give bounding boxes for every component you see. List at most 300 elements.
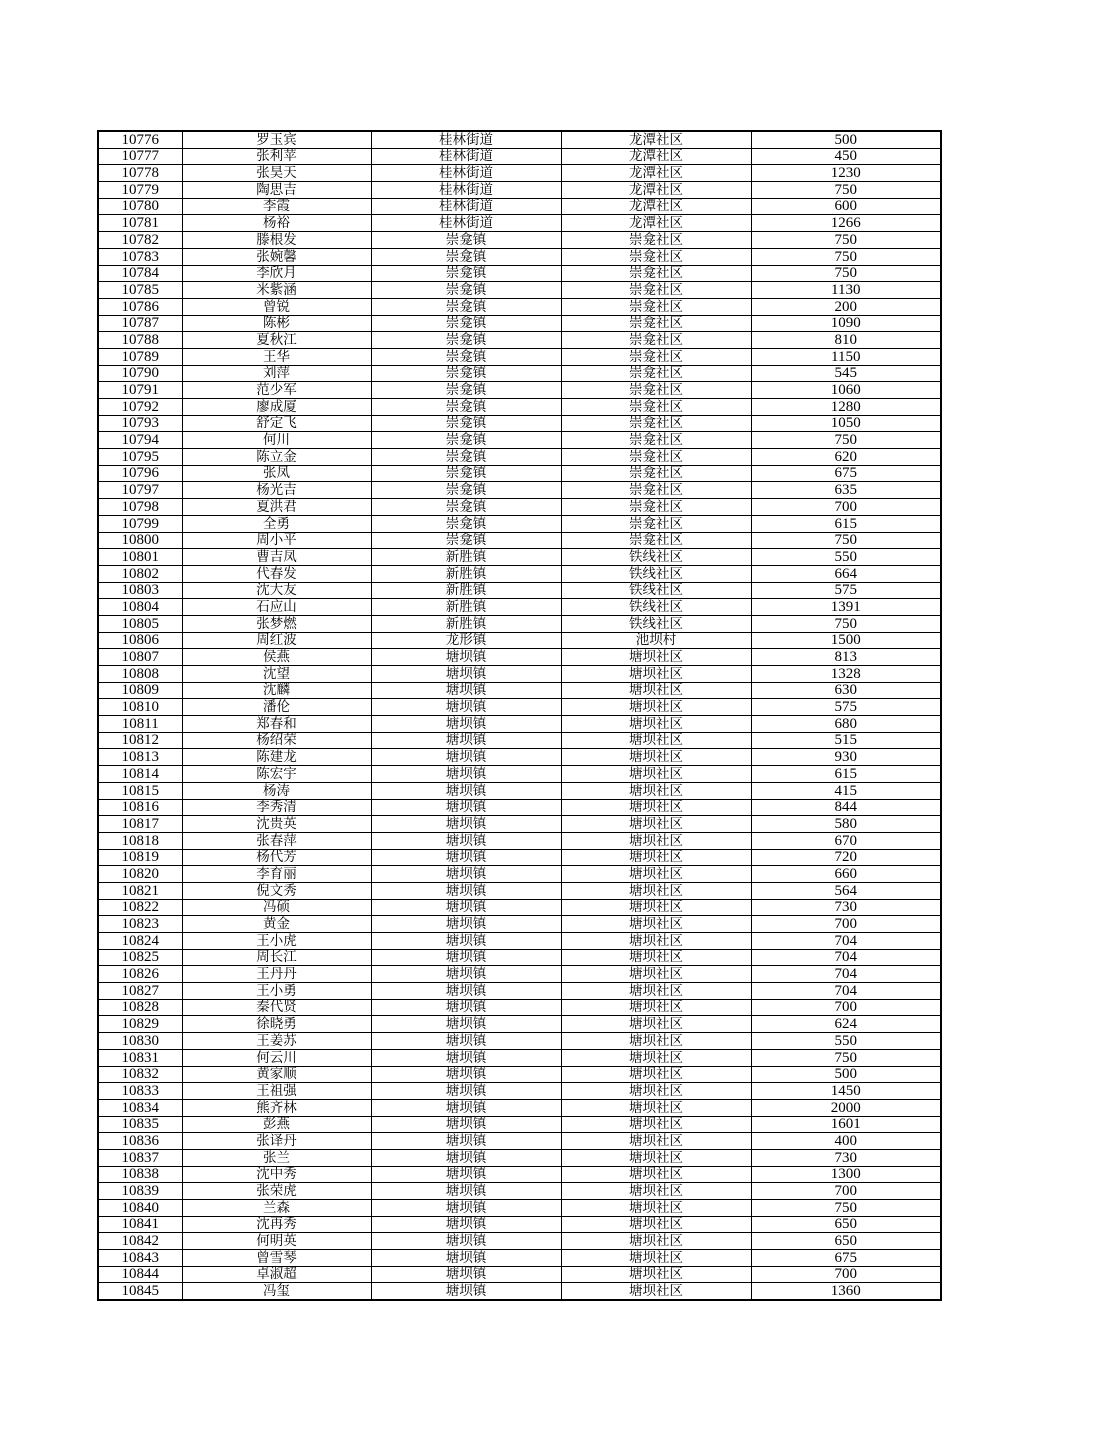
town-cell: 塘坝镇 (371, 882, 561, 899)
table-row (98, 866, 941, 883)
amount-cell: 580 (751, 816, 941, 833)
name-cell: 王华 (182, 348, 371, 365)
community-cell: 崇龛社区 (561, 315, 751, 332)
table-row (98, 365, 941, 382)
amount-cell: 664 (751, 565, 941, 582)
amount-cell: 704 (751, 933, 941, 950)
serial-cell: 10779 (98, 182, 182, 199)
community-cell: 崇龛社区 (561, 298, 751, 315)
amount-cell: 1391 (751, 599, 941, 616)
amount-cell: 700 (751, 1183, 941, 1200)
name-cell: 周长江 (182, 949, 371, 966)
town-cell: 崇龛镇 (371, 348, 561, 365)
table-row (98, 1200, 941, 1217)
table-row (98, 532, 941, 549)
name-cell: 郑春和 (182, 716, 371, 733)
table-row (98, 1066, 941, 1083)
amount-cell: 500 (751, 131, 941, 148)
serial-cell: 10781 (98, 215, 182, 232)
name-cell: 杨光吉 (182, 482, 371, 499)
amount-cell: 615 (751, 515, 941, 532)
name-cell: 张凤 (182, 465, 371, 482)
amount-cell: 730 (751, 899, 941, 916)
town-cell: 崇龛镇 (371, 432, 561, 449)
community-cell: 塘坝社区 (561, 699, 751, 716)
community-cell: 崇龛社区 (561, 482, 751, 499)
community-cell: 崇龛社区 (561, 432, 751, 449)
amount-cell: 675 (751, 465, 941, 482)
community-cell: 塘坝社区 (561, 1266, 751, 1283)
community-cell: 崇龛社区 (561, 465, 751, 482)
amount-cell: 1060 (751, 382, 941, 399)
table-row (98, 248, 941, 265)
name-cell: 滕根发 (182, 232, 371, 249)
community-cell: 塘坝社区 (561, 1133, 751, 1150)
town-cell: 崇龛镇 (371, 515, 561, 532)
community-cell: 塘坝社区 (561, 682, 751, 699)
community-cell: 塘坝社区 (561, 949, 751, 966)
community-cell: 铁线社区 (561, 599, 751, 616)
serial-cell: 10810 (98, 699, 182, 716)
town-cell: 塘坝镇 (371, 799, 561, 816)
town-cell: 崇龛镇 (371, 298, 561, 315)
amount-cell: 615 (751, 766, 941, 783)
community-cell: 崇龛社区 (561, 499, 751, 516)
community-cell: 塘坝社区 (561, 882, 751, 899)
community-cell: 塘坝社区 (561, 1200, 751, 1217)
town-cell: 塘坝镇 (371, 1016, 561, 1033)
town-cell: 塘坝镇 (371, 999, 561, 1016)
town-cell: 塘坝镇 (371, 949, 561, 966)
table-row (98, 1133, 941, 1150)
serial-cell: 10784 (98, 265, 182, 282)
serial-cell: 10812 (98, 732, 182, 749)
serial-cell: 10836 (98, 1133, 182, 1150)
town-cell: 塘坝镇 (371, 1099, 561, 1116)
amount-cell: 704 (751, 983, 941, 1000)
table-row (98, 832, 941, 849)
community-cell: 塘坝社区 (561, 899, 751, 916)
table-row (98, 582, 941, 599)
amount-cell: 750 (751, 615, 941, 632)
name-cell: 王小虎 (182, 933, 371, 950)
serial-cell: 10826 (98, 966, 182, 983)
amount-cell: 700 (751, 999, 941, 1016)
table-row (98, 449, 941, 466)
serial-cell: 10833 (98, 1083, 182, 1100)
town-cell: 崇龛镇 (371, 482, 561, 499)
table-row (98, 1049, 941, 1066)
amount-cell: 1500 (751, 632, 941, 649)
community-cell: 塘坝社区 (561, 999, 751, 1016)
table-row (98, 1216, 941, 1233)
table-row (98, 499, 941, 516)
serial-cell: 10840 (98, 1200, 182, 1217)
serial-cell: 10799 (98, 515, 182, 532)
table-row (98, 933, 941, 950)
name-cell: 张婉馨 (182, 248, 371, 265)
serial-cell: 10795 (98, 449, 182, 466)
community-cell: 崇龛社区 (561, 515, 751, 532)
name-cell: 徐晓勇 (182, 1016, 371, 1033)
serial-cell: 10820 (98, 866, 182, 883)
serial-cell: 10827 (98, 983, 182, 1000)
serial-cell: 10834 (98, 1099, 182, 1116)
community-cell: 塘坝社区 (561, 666, 751, 683)
table-row (98, 265, 941, 282)
amount-cell: 750 (751, 1049, 941, 1066)
town-cell: 塘坝镇 (371, 732, 561, 749)
table-row (98, 332, 941, 349)
community-cell: 崇龛社区 (561, 265, 751, 282)
amount-cell: 700 (751, 916, 941, 933)
serial-cell: 10835 (98, 1116, 182, 1133)
serial-cell: 10797 (98, 482, 182, 499)
town-cell: 崇龛镇 (371, 232, 561, 249)
name-cell: 侯燕 (182, 649, 371, 666)
amount-cell: 660 (751, 866, 941, 883)
community-cell: 龙潭社区 (561, 198, 751, 215)
table-row (98, 682, 941, 699)
town-cell: 塘坝镇 (371, 1133, 561, 1150)
community-cell: 塘坝社区 (561, 749, 751, 766)
community-cell: 塘坝社区 (561, 1016, 751, 1033)
town-cell: 塘坝镇 (371, 766, 561, 783)
town-cell: 塘坝镇 (371, 983, 561, 1000)
serial-cell: 10786 (98, 298, 182, 315)
table-row (98, 198, 941, 215)
serial-cell: 10837 (98, 1149, 182, 1166)
community-cell: 池坝村 (561, 632, 751, 649)
town-cell: 塘坝镇 (371, 1083, 561, 1100)
community-cell: 崇龛社区 (561, 449, 751, 466)
town-cell: 崇龛镇 (371, 382, 561, 399)
serial-cell: 10838 (98, 1166, 182, 1183)
amount-cell: 930 (751, 749, 941, 766)
serial-cell: 10778 (98, 165, 182, 182)
community-cell: 塘坝社区 (561, 1033, 751, 1050)
name-cell: 夏洪君 (182, 499, 371, 516)
town-cell: 崇龛镇 (371, 499, 561, 516)
community-cell: 崇龛社区 (561, 415, 751, 432)
community-cell: 塘坝社区 (561, 916, 751, 933)
name-cell: 王祖强 (182, 1083, 371, 1100)
serial-cell: 10843 (98, 1250, 182, 1267)
community-cell: 塘坝社区 (561, 933, 751, 950)
town-cell: 崇龛镇 (371, 532, 561, 549)
table-row (98, 1250, 941, 1267)
serial-cell: 10809 (98, 682, 182, 699)
name-cell: 李霞 (182, 198, 371, 215)
table-row (98, 1033, 941, 1050)
serial-cell: 10798 (98, 499, 182, 516)
serial-cell: 10845 (98, 1283, 182, 1300)
serial-cell: 10800 (98, 532, 182, 549)
town-cell: 崇龛镇 (371, 248, 561, 265)
town-cell: 崇龛镇 (371, 315, 561, 332)
amount-cell: 844 (751, 799, 941, 816)
serial-cell: 10818 (98, 832, 182, 849)
name-cell: 夏秋江 (182, 332, 371, 349)
town-cell: 塘坝镇 (371, 966, 561, 983)
serial-cell: 10793 (98, 415, 182, 432)
community-cell: 塘坝社区 (561, 1250, 751, 1267)
serial-cell: 10802 (98, 565, 182, 582)
name-cell: 张春萍 (182, 832, 371, 849)
town-cell: 崇龛镇 (371, 415, 561, 432)
table-row (98, 1116, 941, 1133)
town-cell: 塘坝镇 (371, 666, 561, 683)
town-cell: 桂林街道 (371, 215, 561, 232)
name-cell: 倪文秀 (182, 882, 371, 899)
amount-cell: 680 (751, 716, 941, 733)
table-row (98, 215, 941, 232)
town-cell: 塘坝镇 (371, 866, 561, 883)
amount-cell: 813 (751, 649, 941, 666)
name-cell: 王丹丹 (182, 966, 371, 983)
name-cell: 张译丹 (182, 1133, 371, 1150)
community-cell: 崇龛社区 (561, 365, 751, 382)
community-cell: 崇龛社区 (561, 248, 751, 265)
table-row (98, 966, 941, 983)
community-cell: 龙潭社区 (561, 165, 751, 182)
table-row (98, 649, 941, 666)
data-table (97, 130, 942, 1301)
amount-cell: 1328 (751, 666, 941, 683)
name-cell: 王小勇 (182, 983, 371, 1000)
serial-cell: 10839 (98, 1183, 182, 1200)
name-cell: 周红波 (182, 632, 371, 649)
community-cell: 龙潭社区 (561, 131, 751, 148)
table-row (98, 165, 941, 182)
table-row (98, 782, 941, 799)
name-cell: 范少军 (182, 382, 371, 399)
amount-cell: 620 (751, 449, 941, 466)
serial-cell: 10785 (98, 282, 182, 299)
amount-cell: 450 (751, 148, 941, 165)
table-row (98, 415, 941, 432)
amount-cell: 1230 (751, 165, 941, 182)
town-cell: 新胜镇 (371, 549, 561, 566)
name-cell: 彭燕 (182, 1116, 371, 1133)
community-cell: 塘坝社区 (561, 716, 751, 733)
community-cell: 塘坝社区 (561, 1099, 751, 1116)
community-cell: 塘坝社区 (561, 799, 751, 816)
serial-cell: 10804 (98, 599, 182, 616)
table-row (98, 182, 941, 199)
town-cell: 崇龛镇 (371, 365, 561, 382)
name-cell: 曹吉凤 (182, 549, 371, 566)
town-cell: 桂林街道 (371, 131, 561, 148)
town-cell: 崇龛镇 (371, 282, 561, 299)
community-cell: 铁线社区 (561, 582, 751, 599)
town-cell: 塘坝镇 (371, 1283, 561, 1300)
serial-cell: 10777 (98, 148, 182, 165)
name-cell: 沈贵英 (182, 816, 371, 833)
name-cell: 张昊天 (182, 165, 371, 182)
amount-cell: 670 (751, 832, 941, 849)
community-cell: 塘坝社区 (561, 1066, 751, 1083)
town-cell: 塘坝镇 (371, 1166, 561, 1183)
amount-cell: 575 (751, 699, 941, 716)
town-cell: 塘坝镇 (371, 1216, 561, 1233)
name-cell: 周小平 (182, 532, 371, 549)
town-cell: 桂林街道 (371, 148, 561, 165)
town-cell: 崇龛镇 (371, 449, 561, 466)
name-cell: 罗玉宾 (182, 131, 371, 148)
serial-cell: 10789 (98, 348, 182, 365)
community-cell: 崇龛社区 (561, 332, 751, 349)
town-cell: 塘坝镇 (371, 916, 561, 933)
town-cell: 塘坝镇 (371, 933, 561, 950)
table-row (98, 1166, 941, 1183)
amount-cell: 1360 (751, 1283, 941, 1300)
serial-cell: 10806 (98, 632, 182, 649)
serial-cell: 10776 (98, 131, 182, 148)
community-cell: 崇龛社区 (561, 282, 751, 299)
name-cell: 陶思吉 (182, 182, 371, 199)
table-row (98, 732, 941, 749)
table-row (98, 1099, 941, 1116)
serial-cell: 10822 (98, 899, 182, 916)
town-cell: 崇龛镇 (371, 465, 561, 482)
community-cell: 塘坝社区 (561, 782, 751, 799)
table-row (98, 348, 941, 365)
amount-cell: 1450 (751, 1083, 941, 1100)
name-cell: 秦代贤 (182, 999, 371, 1016)
serial-cell: 10794 (98, 432, 182, 449)
town-cell: 塘坝镇 (371, 682, 561, 699)
town-cell: 塘坝镇 (371, 716, 561, 733)
serial-cell: 10823 (98, 916, 182, 933)
name-cell: 沈望 (182, 666, 371, 683)
community-cell: 崇龛社区 (561, 382, 751, 399)
amount-cell: 545 (751, 365, 941, 382)
serial-cell: 10825 (98, 949, 182, 966)
town-cell: 桂林街道 (371, 182, 561, 199)
town-cell: 塘坝镇 (371, 1266, 561, 1283)
community-cell: 塘坝社区 (561, 966, 751, 983)
community-cell: 铁线社区 (561, 549, 751, 566)
serial-cell: 10782 (98, 232, 182, 249)
name-cell: 舒定飞 (182, 415, 371, 432)
serial-cell: 10844 (98, 1266, 182, 1283)
serial-cell: 10811 (98, 716, 182, 733)
town-cell: 塘坝镇 (371, 849, 561, 866)
serial-cell: 10819 (98, 849, 182, 866)
name-cell: 石应山 (182, 599, 371, 616)
amount-cell: 700 (751, 1266, 941, 1283)
serial-cell: 10788 (98, 332, 182, 349)
name-cell: 冯玺 (182, 1283, 371, 1300)
town-cell: 塘坝镇 (371, 1033, 561, 1050)
amount-cell: 1050 (751, 415, 941, 432)
name-cell: 张梦燃 (182, 615, 371, 632)
table-row (98, 699, 941, 716)
amount-cell: 750 (751, 432, 941, 449)
name-cell: 全勇 (182, 515, 371, 532)
table-row (98, 1266, 941, 1283)
community-cell: 龙潭社区 (561, 215, 751, 232)
name-cell: 冯硕 (182, 899, 371, 916)
table-row (98, 666, 941, 683)
town-cell: 塘坝镇 (371, 832, 561, 849)
serial-cell: 10791 (98, 382, 182, 399)
town-cell: 塘坝镇 (371, 699, 561, 716)
town-cell: 崇龛镇 (371, 332, 561, 349)
town-cell: 塘坝镇 (371, 1250, 561, 1267)
name-cell: 杨涛 (182, 782, 371, 799)
town-cell: 塘坝镇 (371, 749, 561, 766)
name-cell: 陈建龙 (182, 749, 371, 766)
amount-cell: 650 (751, 1233, 941, 1250)
serial-cell: 10824 (98, 933, 182, 950)
table-row (98, 749, 941, 766)
serial-cell: 10815 (98, 782, 182, 799)
town-cell: 塘坝镇 (371, 1116, 561, 1133)
amount-cell: 575 (751, 582, 941, 599)
serial-cell: 10813 (98, 749, 182, 766)
amount-cell: 650 (751, 1216, 941, 1233)
community-cell: 塘坝社区 (561, 816, 751, 833)
table-row (98, 716, 941, 733)
table-row (98, 399, 941, 416)
amount-cell: 704 (751, 966, 941, 983)
community-cell: 塘坝社区 (561, 766, 751, 783)
table-row (98, 282, 941, 299)
amount-cell: 750 (751, 232, 941, 249)
community-cell: 塘坝社区 (561, 1083, 751, 1100)
amount-cell: 750 (751, 265, 941, 282)
serial-cell: 10803 (98, 582, 182, 599)
serial-cell: 10787 (98, 315, 182, 332)
table-row (98, 1233, 941, 1250)
name-cell: 代春发 (182, 565, 371, 582)
table-row (98, 799, 941, 816)
name-cell: 陈宏宇 (182, 766, 371, 783)
town-cell: 塘坝镇 (371, 1149, 561, 1166)
town-cell: 塘坝镇 (371, 899, 561, 916)
name-cell: 沈麟 (182, 682, 371, 699)
name-cell: 刘萍 (182, 365, 371, 382)
community-cell: 龙潭社区 (561, 182, 751, 199)
serial-cell: 10831 (98, 1049, 182, 1066)
amount-cell: 1601 (751, 1116, 941, 1133)
table-row (98, 916, 941, 933)
town-cell: 桂林街道 (371, 165, 561, 182)
serial-cell: 10792 (98, 399, 182, 416)
town-cell: 塘坝镇 (371, 1233, 561, 1250)
name-cell: 沈中秀 (182, 1166, 371, 1183)
amount-cell: 730 (751, 1149, 941, 1166)
name-cell: 李育丽 (182, 866, 371, 883)
name-cell: 张荣虎 (182, 1183, 371, 1200)
name-cell: 何明英 (182, 1233, 371, 1250)
serial-cell: 10807 (98, 649, 182, 666)
amount-cell: 1130 (751, 282, 941, 299)
community-cell: 塘坝社区 (561, 832, 751, 849)
amount-cell: 400 (751, 1133, 941, 1150)
name-cell: 李欣月 (182, 265, 371, 282)
amount-cell: 515 (751, 732, 941, 749)
table-row (98, 599, 941, 616)
name-cell: 何云川 (182, 1049, 371, 1066)
table-row (98, 632, 941, 649)
amount-cell: 750 (751, 248, 941, 265)
name-cell: 廖成厦 (182, 399, 371, 416)
amount-cell: 700 (751, 499, 941, 516)
name-cell: 何川 (182, 432, 371, 449)
